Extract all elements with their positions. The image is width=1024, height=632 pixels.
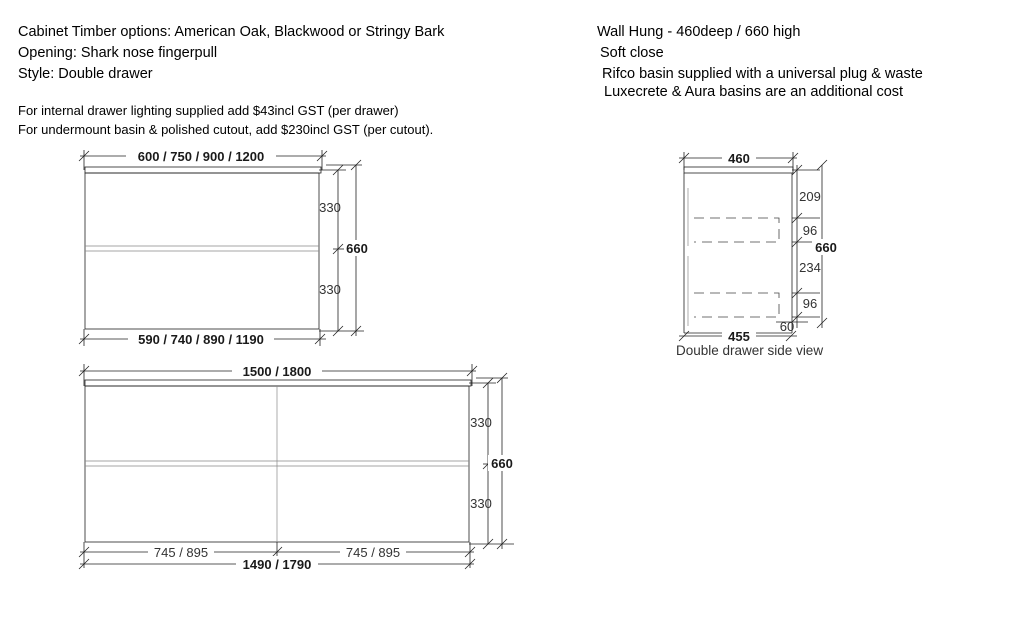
spec-timber-options: Cabinet Timber options: American Oak, Blackwood or Stringy Bark [18,24,445,40]
spec-wall-hung: Wall Hung - 460deep / 660 high [597,24,801,40]
double-drawer-bottom-height: 330 [470,496,492,511]
single-top-width-label: 600 / 750 / 900 / 1200 [137,149,265,164]
note-drawer-lighting: For internal drawer lighting supplied add $43incl GST (per drawer) [18,103,399,118]
front-elevation-double [79,363,516,572]
single-bottom-width-label: 590 / 740 / 890 / 1190 [138,332,264,347]
single-drawer-top-height: 330 [319,200,341,215]
side-view-drawing [676,150,840,358]
spec-luxecrete-aura: Luxecrete & Aura basins are an additional cost [604,84,904,100]
side-total-height: 660 [815,240,837,255]
spec-opening: Opening: Shark nose fingerpull [18,45,218,61]
spec-soft-close: Soft close [600,45,664,61]
side-view-caption: Double drawer side view [676,343,824,358]
single-total-height: 660 [346,241,368,256]
spec-rifco-basin: Rifco basin supplied with a universal plug & waste [602,66,923,82]
note-undermount-basin: For undermount basin & polished cutout, add $230incl GST (per cutout). [18,122,434,137]
double-total-height: 660 [491,456,513,471]
side-bottom-depth: 455 [728,329,750,344]
side-seg-4: 96 [802,296,818,311]
side-top-depth: 460 [728,151,750,166]
double-left-bay-width: 745 / 895 [153,545,209,560]
double-right-bay-width: 745 / 895 [345,545,401,560]
single-drawer-bottom-height: 330 [319,282,341,297]
double-top-width-label: 1500 / 1800 [242,364,312,379]
side-seg-3: 234 [799,260,821,275]
double-bottom-width-label: 1490 / 1790 [242,557,312,572]
double-drawer-top-height: 330 [470,415,492,430]
front-elevation-single [79,148,372,347]
spec-style: Style: Double drawer [18,66,153,82]
side-seg-2: 96 [802,223,818,238]
side-seg-1: 209 [799,189,821,204]
side-offset: 60 [779,319,795,334]
